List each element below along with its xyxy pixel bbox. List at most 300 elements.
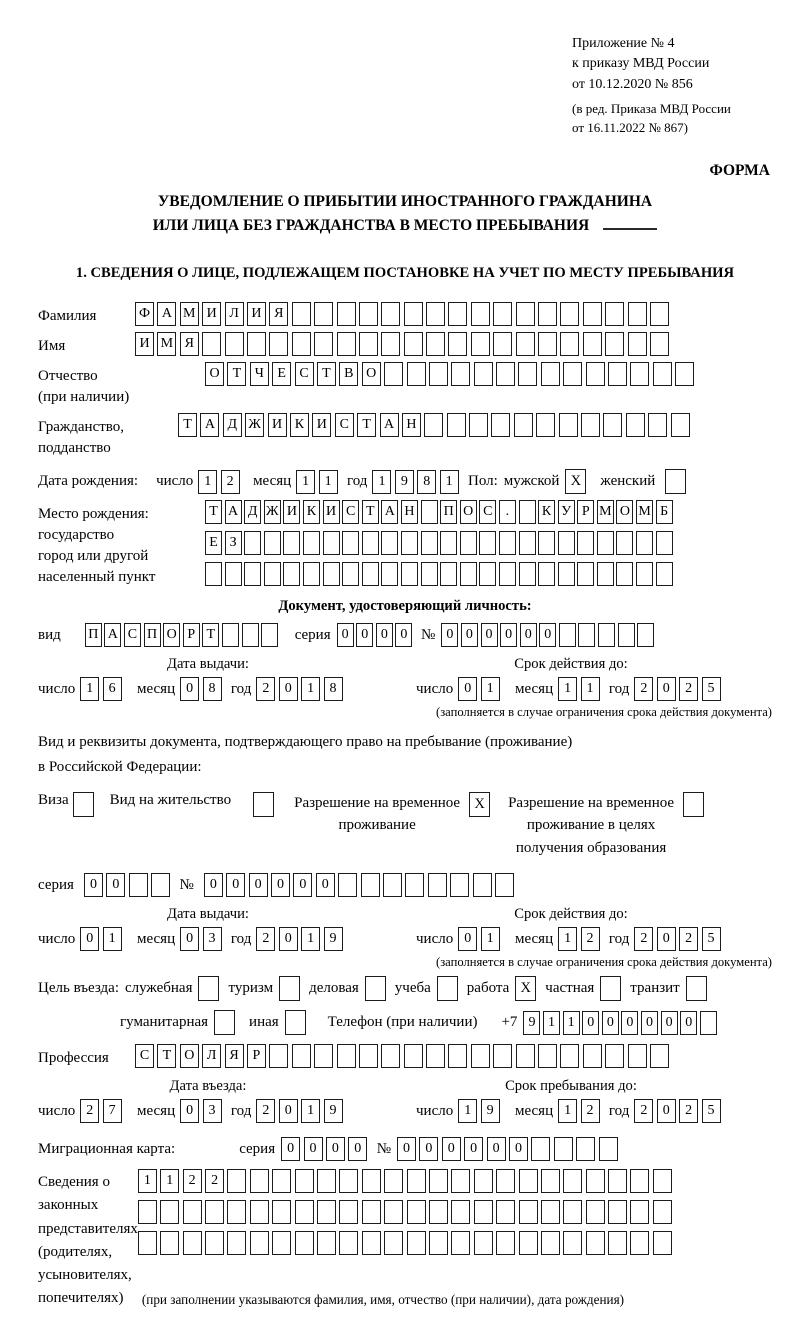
char-cell[interactable]: 0 [464, 1137, 483, 1161]
char-cell[interactable]: 3 [203, 927, 222, 951]
char-cell[interactable] [578, 623, 595, 647]
char-cell[interactable] [314, 302, 333, 326]
char-cell[interactable] [129, 873, 148, 897]
char-cell[interactable]: 0 [487, 1137, 506, 1161]
char-cell[interactable] [292, 302, 311, 326]
char-cell[interactable]: 0 [509, 1137, 528, 1161]
char-cell[interactable]: 0 [395, 623, 412, 647]
char-cell[interactable]: Т [317, 362, 336, 386]
char-cell[interactable]: 2 [581, 1099, 600, 1123]
char-cell[interactable]: 0 [397, 1137, 416, 1161]
char-cell[interactable] [491, 413, 510, 437]
char-cell[interactable]: 1 [372, 470, 391, 494]
char-cell[interactable] [656, 531, 673, 555]
char-cell[interactable]: 2 [679, 927, 698, 951]
char-cell[interactable] [558, 531, 575, 555]
char-cell[interactable]: 1 [581, 677, 600, 701]
char-cell[interactable]: М [597, 500, 614, 524]
char-cell[interactable]: . [499, 500, 516, 524]
char-cell[interactable] [384, 1231, 403, 1255]
char-cell[interactable]: А [225, 500, 242, 524]
char-cell[interactable]: 0 [249, 873, 268, 897]
char-cell[interactable] [653, 1200, 672, 1224]
char-cell[interactable]: С [124, 623, 141, 647]
char-cell[interactable]: 0 [621, 1011, 638, 1035]
char-cell[interactable] [616, 531, 633, 555]
char-cell[interactable]: 0 [180, 1099, 199, 1123]
char-cell[interactable]: 0 [84, 873, 103, 897]
char-cell[interactable]: Я [225, 1044, 244, 1068]
char-cell[interactable] [384, 362, 403, 386]
char-cell[interactable]: 0 [657, 1099, 676, 1123]
char-cell[interactable] [650, 302, 669, 326]
char-cell[interactable] [314, 1044, 333, 1068]
char-cell[interactable]: С [335, 413, 354, 437]
char-cell[interactable] [471, 302, 490, 326]
char-cell[interactable]: 0 [641, 1011, 658, 1035]
char-cell[interactable] [317, 1200, 336, 1224]
char-cell[interactable]: А [381, 500, 398, 524]
char-cell[interactable]: 0 [481, 623, 498, 647]
char-cell[interactable] [407, 1169, 426, 1193]
char-cell[interactable] [630, 1231, 649, 1255]
char-cell[interactable] [429, 1231, 448, 1255]
char-cell[interactable]: 0 [419, 1137, 438, 1161]
char-cell[interactable]: 0 [520, 623, 537, 647]
char-cell[interactable]: 3 [203, 1099, 222, 1123]
char-cell[interactable] [586, 1200, 605, 1224]
char-cell[interactable] [675, 362, 694, 386]
char-cell[interactable]: И [135, 332, 154, 356]
char-cell[interactable]: 8 [324, 677, 343, 701]
char-cell[interactable] [514, 413, 533, 437]
char-cell[interactable] [426, 332, 445, 356]
char-cell[interactable] [359, 332, 378, 356]
char-cell[interactable]: 0 [337, 623, 354, 647]
char-cell[interactable] [541, 1231, 560, 1255]
char-cell[interactable] [495, 873, 514, 897]
char-cell[interactable] [653, 362, 672, 386]
char-cell[interactable] [362, 1231, 381, 1255]
char-cell[interactable] [337, 1044, 356, 1068]
char-cell[interactable]: 0 [680, 1011, 697, 1035]
char-cell[interactable]: 2 [205, 1169, 224, 1193]
char-cell[interactable]: Ф [135, 302, 154, 326]
char-cell[interactable]: И [283, 500, 300, 524]
char-cell[interactable]: О [163, 623, 180, 647]
purpose-business-checkbox[interactable] [365, 976, 386, 1001]
char-cell[interactable]: 0 [316, 873, 335, 897]
char-cell[interactable]: 1 [103, 927, 122, 951]
char-cell[interactable] [473, 873, 492, 897]
char-cell[interactable] [554, 1137, 573, 1161]
char-cell[interactable] [426, 1044, 445, 1068]
char-cell[interactable] [424, 413, 443, 437]
char-cell[interactable]: 0 [293, 873, 312, 897]
char-cell[interactable] [493, 332, 512, 356]
residence-permit-checkbox[interactable] [253, 792, 274, 817]
char-cell[interactable]: Т [178, 413, 197, 437]
char-cell[interactable]: 0 [441, 623, 458, 647]
char-cell[interactable] [323, 562, 340, 586]
char-cell[interactable] [518, 362, 537, 386]
char-cell[interactable]: 0 [180, 927, 199, 951]
char-cell[interactable]: Ж [264, 500, 281, 524]
char-cell[interactable] [630, 1169, 649, 1193]
char-cell[interactable] [653, 1231, 672, 1255]
char-cell[interactable]: О [362, 362, 381, 386]
char-cell[interactable]: К [303, 500, 320, 524]
char-cell[interactable] [222, 623, 239, 647]
char-cell[interactable] [541, 1200, 560, 1224]
char-cell[interactable] [407, 362, 426, 386]
char-cell[interactable] [272, 1231, 291, 1255]
char-cell[interactable] [496, 1169, 515, 1193]
purpose-humanitarian-checkbox[interactable] [214, 1010, 235, 1035]
char-cell[interactable] [479, 531, 496, 555]
char-cell[interactable]: Р [577, 500, 594, 524]
char-cell[interactable] [496, 1231, 515, 1255]
purpose-transit-checkbox[interactable] [686, 976, 707, 1001]
char-cell[interactable]: А [104, 623, 121, 647]
char-cell[interactable] [362, 1200, 381, 1224]
char-cell[interactable] [362, 1169, 381, 1193]
char-cell[interactable] [700, 1011, 717, 1035]
char-cell[interactable]: 8 [417, 470, 436, 494]
char-cell[interactable] [605, 302, 624, 326]
char-cell[interactable] [401, 562, 418, 586]
char-cell[interactable]: П [144, 623, 161, 647]
char-cell[interactable] [440, 562, 457, 586]
char-cell[interactable] [317, 1231, 336, 1255]
char-cell[interactable]: И [312, 413, 331, 437]
char-cell[interactable]: Р [183, 623, 200, 647]
char-cell[interactable]: 9 [395, 470, 414, 494]
char-cell[interactable]: 0 [106, 873, 125, 897]
char-cell[interactable]: 1 [198, 470, 217, 494]
char-cell[interactable] [586, 1169, 605, 1193]
char-cell[interactable]: С [342, 500, 359, 524]
char-cell[interactable] [227, 1231, 246, 1255]
char-cell[interactable] [626, 413, 645, 437]
char-cell[interactable] [269, 1044, 288, 1068]
char-cell[interactable]: 1 [138, 1169, 157, 1193]
char-cell[interactable] [576, 1137, 595, 1161]
char-cell[interactable]: 0 [657, 927, 676, 951]
char-cell[interactable] [563, 1169, 582, 1193]
char-cell[interactable]: Т [202, 623, 219, 647]
char-cell[interactable] [451, 362, 470, 386]
char-cell[interactable] [450, 873, 469, 897]
char-cell[interactable]: 0 [356, 623, 373, 647]
char-cell[interactable] [183, 1231, 202, 1255]
char-cell[interactable] [250, 1169, 269, 1193]
char-cell[interactable] [516, 302, 535, 326]
char-cell[interactable] [451, 1200, 470, 1224]
char-cell[interactable] [636, 531, 653, 555]
char-cell[interactable]: С [135, 1044, 154, 1068]
char-cell[interactable] [496, 1200, 515, 1224]
temp-permit-checkbox[interactable]: X [469, 792, 490, 817]
char-cell[interactable]: 0 [204, 873, 223, 897]
char-cell[interactable]: Д [244, 500, 261, 524]
char-cell[interactable] [283, 531, 300, 555]
char-cell[interactable]: Я [269, 302, 288, 326]
purpose-study-checkbox[interactable] [437, 976, 458, 1001]
char-cell[interactable]: И [323, 500, 340, 524]
char-cell[interactable] [471, 332, 490, 356]
char-cell[interactable] [499, 562, 516, 586]
char-cell[interactable] [628, 332, 647, 356]
char-cell[interactable] [421, 531, 438, 555]
char-cell[interactable] [342, 562, 359, 586]
char-cell[interactable]: 2 [634, 677, 653, 701]
char-cell[interactable] [671, 413, 690, 437]
char-cell[interactable]: 1 [296, 470, 315, 494]
char-cell[interactable]: 2 [634, 1099, 653, 1123]
female-checkbox[interactable] [665, 469, 686, 494]
char-cell[interactable]: 5 [702, 927, 721, 951]
char-cell[interactable] [339, 1231, 358, 1255]
char-cell[interactable] [519, 562, 536, 586]
char-cell[interactable] [421, 562, 438, 586]
char-cell[interactable]: 1 [80, 677, 99, 701]
char-cell[interactable] [381, 562, 398, 586]
char-cell[interactable]: К [538, 500, 555, 524]
char-cell[interactable]: Т [205, 500, 222, 524]
char-cell[interactable] [479, 562, 496, 586]
purpose-official-checkbox[interactable] [198, 976, 219, 1001]
char-cell[interactable] [558, 562, 575, 586]
char-cell[interactable] [648, 413, 667, 437]
char-cell[interactable] [560, 1044, 579, 1068]
char-cell[interactable]: Т [362, 500, 379, 524]
char-cell[interactable] [227, 1200, 246, 1224]
char-cell[interactable]: Р [247, 1044, 266, 1068]
char-cell[interactable]: М [180, 302, 199, 326]
char-cell[interactable] [202, 332, 221, 356]
char-cell[interactable]: Е [272, 362, 291, 386]
char-cell[interactable] [440, 531, 457, 555]
char-cell[interactable]: 8 [203, 677, 222, 701]
char-cell[interactable] [583, 1044, 602, 1068]
char-cell[interactable] [650, 332, 669, 356]
char-cell[interactable] [381, 1044, 400, 1068]
char-cell[interactable]: Н [402, 413, 421, 437]
char-cell[interactable] [407, 1200, 426, 1224]
char-cell[interactable] [519, 531, 536, 555]
char-cell[interactable]: А [157, 302, 176, 326]
char-cell[interactable]: 0 [661, 1011, 678, 1035]
char-cell[interactable] [563, 1200, 582, 1224]
char-cell[interactable]: 1 [481, 927, 500, 951]
char-cell[interactable]: 0 [304, 1137, 323, 1161]
char-cell[interactable]: 0 [180, 677, 199, 701]
char-cell[interactable]: Т [157, 1044, 176, 1068]
char-cell[interactable]: 1 [563, 1011, 580, 1035]
char-cell[interactable] [205, 1200, 224, 1224]
char-cell[interactable] [451, 1169, 470, 1193]
char-cell[interactable]: Л [225, 302, 244, 326]
char-cell[interactable]: О [616, 500, 633, 524]
char-cell[interactable] [563, 1231, 582, 1255]
char-cell[interactable] [339, 1200, 358, 1224]
char-cell[interactable]: О [180, 1044, 199, 1068]
char-cell[interactable] [560, 302, 579, 326]
char-cell[interactable] [295, 1231, 314, 1255]
char-cell[interactable] [618, 623, 635, 647]
char-cell[interactable] [628, 302, 647, 326]
char-cell[interactable] [295, 1169, 314, 1193]
char-cell[interactable] [460, 562, 477, 586]
char-cell[interactable] [597, 562, 614, 586]
char-cell[interactable]: И [268, 413, 287, 437]
char-cell[interactable]: Ж [245, 413, 264, 437]
char-cell[interactable] [493, 302, 512, 326]
male-checkbox[interactable]: X [565, 469, 586, 494]
char-cell[interactable]: 1 [301, 927, 320, 951]
char-cell[interactable]: 0 [500, 623, 517, 647]
char-cell[interactable]: 0 [279, 927, 298, 951]
char-cell[interactable]: 0 [226, 873, 245, 897]
char-cell[interactable] [583, 302, 602, 326]
char-cell[interactable]: 1 [458, 1099, 477, 1123]
char-cell[interactable]: Е [205, 531, 222, 555]
char-cell[interactable]: 1 [558, 1099, 577, 1123]
char-cell[interactable] [183, 1200, 202, 1224]
char-cell[interactable] [337, 332, 356, 356]
char-cell[interactable] [531, 1137, 550, 1161]
char-cell[interactable] [362, 531, 379, 555]
char-cell[interactable] [362, 562, 379, 586]
char-cell[interactable] [499, 531, 516, 555]
char-cell[interactable]: 9 [481, 1099, 500, 1123]
char-cell[interactable]: 0 [281, 1137, 300, 1161]
char-cell[interactable]: У [558, 500, 575, 524]
char-cell[interactable] [429, 1169, 448, 1193]
char-cell[interactable] [225, 332, 244, 356]
char-cell[interactable] [608, 1231, 627, 1255]
char-cell[interactable] [608, 1200, 627, 1224]
char-cell[interactable] [384, 1169, 403, 1193]
char-cell[interactable] [577, 531, 594, 555]
char-cell[interactable]: Н [401, 500, 418, 524]
char-cell[interactable]: Т [357, 413, 376, 437]
char-cell[interactable] [295, 1200, 314, 1224]
char-cell[interactable]: П [440, 500, 457, 524]
char-cell[interactable] [538, 332, 557, 356]
char-cell[interactable] [405, 873, 424, 897]
char-cell[interactable] [384, 1200, 403, 1224]
purpose-work-checkbox[interactable]: X [515, 976, 536, 1001]
char-cell[interactable]: 2 [679, 1099, 698, 1123]
char-cell[interactable] [272, 1200, 291, 1224]
char-cell[interactable]: 2 [80, 1099, 99, 1123]
char-cell[interactable] [381, 332, 400, 356]
char-cell[interactable]: О [205, 362, 224, 386]
char-cell[interactable] [586, 362, 605, 386]
char-cell[interactable] [138, 1231, 157, 1255]
char-cell[interactable]: М [636, 500, 653, 524]
char-cell[interactable]: 1 [160, 1169, 179, 1193]
char-cell[interactable] [339, 1169, 358, 1193]
char-cell[interactable]: В [339, 362, 358, 386]
char-cell[interactable] [250, 1200, 269, 1224]
char-cell[interactable] [426, 302, 445, 326]
char-cell[interactable] [264, 562, 281, 586]
char-cell[interactable] [496, 362, 515, 386]
char-cell[interactable] [474, 1200, 493, 1224]
char-cell[interactable]: М [157, 332, 176, 356]
purpose-tourism-checkbox[interactable] [279, 976, 300, 1001]
char-cell[interactable]: О [460, 500, 477, 524]
char-cell[interactable]: 0 [458, 927, 477, 951]
char-cell[interactable] [401, 531, 418, 555]
char-cell[interactable] [381, 531, 398, 555]
char-cell[interactable] [448, 1044, 467, 1068]
char-cell[interactable]: 2 [679, 677, 698, 701]
char-cell[interactable] [538, 562, 555, 586]
char-cell[interactable] [247, 332, 266, 356]
char-cell[interactable] [630, 1200, 649, 1224]
char-cell[interactable]: Б [656, 500, 673, 524]
char-cell[interactable]: И [202, 302, 221, 326]
char-cell[interactable] [474, 362, 493, 386]
char-cell[interactable] [536, 413, 555, 437]
char-cell[interactable] [421, 500, 438, 524]
char-cell[interactable]: 2 [581, 927, 600, 951]
char-cell[interactable] [603, 413, 622, 437]
char-cell[interactable] [519, 1200, 538, 1224]
char-cell[interactable] [519, 1169, 538, 1193]
char-cell[interactable] [381, 302, 400, 326]
char-cell[interactable]: Я [180, 332, 199, 356]
char-cell[interactable] [138, 1200, 157, 1224]
char-cell[interactable] [429, 362, 448, 386]
char-cell[interactable] [581, 413, 600, 437]
char-cell[interactable] [404, 1044, 423, 1068]
char-cell[interactable] [292, 332, 311, 356]
char-cell[interactable]: Л [202, 1044, 221, 1068]
char-cell[interactable]: 0 [657, 677, 676, 701]
char-cell[interactable] [653, 1169, 672, 1193]
char-cell[interactable]: 1 [319, 470, 338, 494]
char-cell[interactable]: 0 [442, 1137, 461, 1161]
char-cell[interactable]: Д [223, 413, 242, 437]
char-cell[interactable]: С [295, 362, 314, 386]
char-cell[interactable] [656, 562, 673, 586]
char-cell[interactable] [451, 1231, 470, 1255]
char-cell[interactable] [361, 873, 380, 897]
char-cell[interactable] [404, 332, 423, 356]
char-cell[interactable]: И [247, 302, 266, 326]
char-cell[interactable] [519, 500, 536, 524]
char-cell[interactable]: 0 [348, 1137, 367, 1161]
char-cell[interactable] [538, 531, 555, 555]
visa-checkbox[interactable] [73, 792, 94, 817]
char-cell[interactable] [474, 1231, 493, 1255]
char-cell[interactable] [303, 562, 320, 586]
char-cell[interactable]: 1 [301, 677, 320, 701]
char-cell[interactable] [337, 302, 356, 326]
char-cell[interactable] [264, 531, 281, 555]
char-cell[interactable]: 0 [80, 927, 99, 951]
char-cell[interactable] [605, 1044, 624, 1068]
char-cell[interactable]: К [290, 413, 309, 437]
char-cell[interactable] [519, 1231, 538, 1255]
char-cell[interactable] [608, 1169, 627, 1193]
char-cell[interactable]: 0 [271, 873, 290, 897]
